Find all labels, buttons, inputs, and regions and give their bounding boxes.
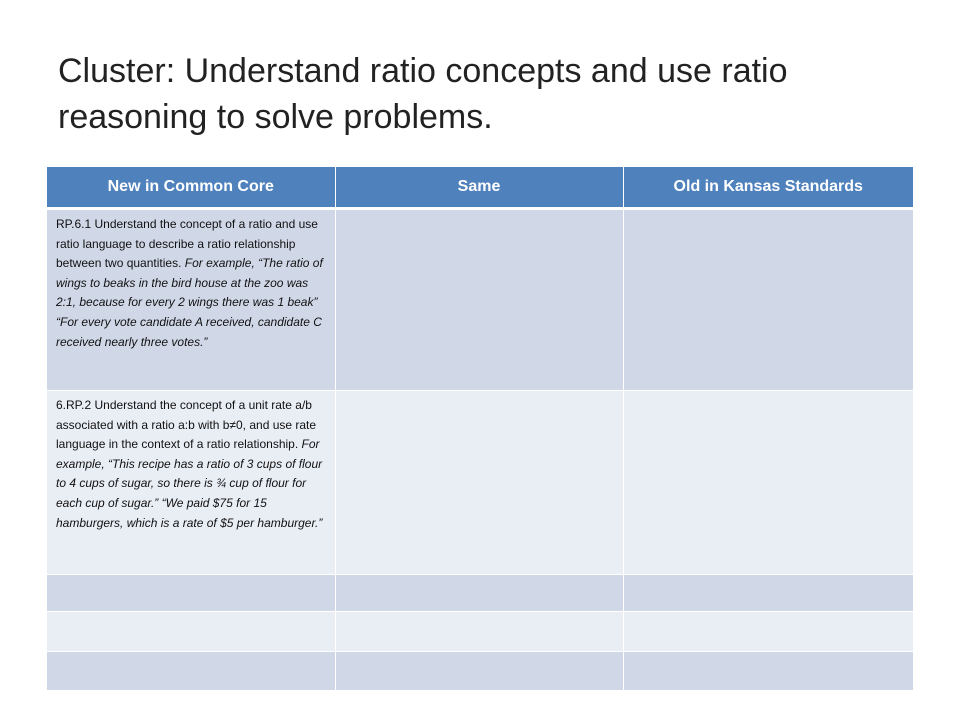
header-same: Same (335, 167, 623, 209)
table-row (47, 209, 913, 391)
cell-old-in-kansas-standards (623, 575, 913, 612)
cell-same (335, 612, 623, 652)
standard-example: For example, “The ratio of wings to beaks in the bird house at the zoo was 2:1, because for every 2 wings there was 1 beak” “For every vote candidate A received, candidate C received nearly three votes.” (56, 256, 323, 349)
cell-new-in-common-core (47, 209, 335, 391)
cell-same (335, 575, 623, 612)
cell-new-in-common-core (47, 612, 335, 652)
table-row (47, 391, 913, 575)
cell-new-in-common-core (47, 575, 335, 612)
standard-6-rp-2-text (47, 391, 335, 537)
cell-new-in-common-core (47, 652, 335, 691)
standard-rp-6-1-text (47, 210, 335, 356)
header-new-in-common-core: New in Common Core (47, 167, 335, 209)
cell-same (335, 209, 623, 391)
table-header-row (47, 167, 913, 209)
standard-example: For example, “This recipe has a ratio of 3 cups of flour to 4 cups of sugar, so there is ¾ cup of flour for each cup of sugar.” “We paid $75 for 15 hamburgers, which is a rate of $5 per hamburger.” (56, 437, 323, 530)
cell-old-in-kansas-standards (623, 391, 913, 575)
standard-description: RP.6.1 Understand the concept of a ratio and use ratio language to describe a ratio relationship between two quantities. (56, 217, 318, 271)
standards-comparison-table (47, 167, 913, 691)
table-row (47, 652, 913, 691)
table-row (47, 575, 913, 612)
cell-same (335, 652, 623, 691)
header-old-in-kansas-standards: Old in Kansas Standards (623, 167, 913, 209)
cell-old-in-kansas-standards (623, 209, 913, 391)
standard-description: 6.RP.2 Understand the concept of a unit rate a/b associated with a ratio a:b with b≠0, and use rate language in the context of a ratio relationship. (56, 398, 317, 452)
table-row (47, 612, 913, 652)
cell-same (335, 391, 623, 575)
cell-new-in-common-core (47, 391, 335, 575)
cell-old-in-kansas-standards (623, 612, 913, 652)
cell-old-in-kansas-standards (623, 652, 913, 691)
slide-title: Cluster: Understand ratio concepts and use ratio reasoning to solve problems. (58, 52, 788, 136)
